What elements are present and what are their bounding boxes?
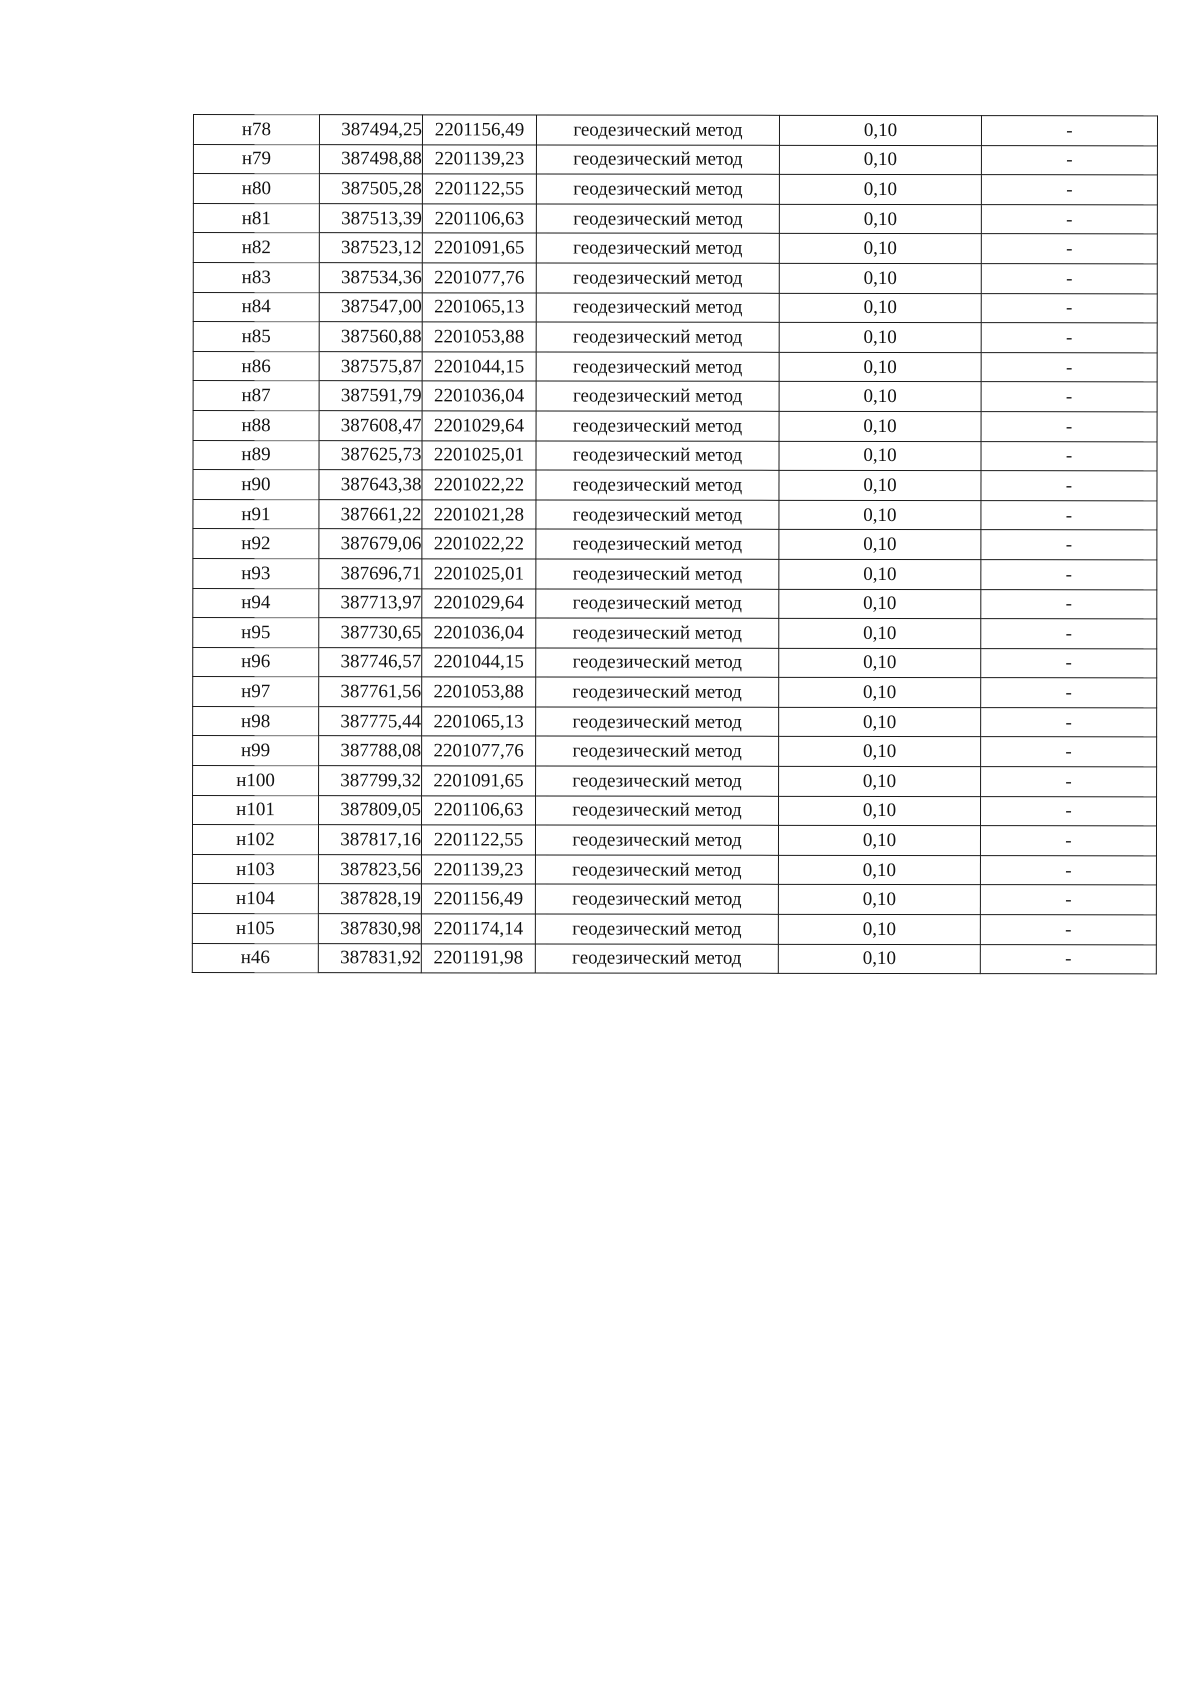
y-coordinate-cell: 2201156,49 xyxy=(422,115,536,145)
point-number-cell: н85 xyxy=(193,322,319,352)
note-cell: - xyxy=(981,352,1157,382)
method-cell: геодезический метод xyxy=(536,470,779,500)
note-cell: - xyxy=(980,826,1156,856)
note-cell: - xyxy=(981,264,1157,294)
accuracy-cell: 0,10 xyxy=(778,914,980,944)
point-number-cell: н94 xyxy=(193,588,319,618)
y-coordinate-cell: 2201077,76 xyxy=(422,263,536,293)
note-cell: - xyxy=(981,500,1157,530)
accuracy-cell: 0,10 xyxy=(779,589,981,619)
x-coordinate-cell: 387547,00 xyxy=(319,292,422,322)
y-coordinate-cell: 2201106,63 xyxy=(422,795,536,825)
table-row xyxy=(193,499,1157,530)
point-number-cell: н87 xyxy=(193,381,319,411)
accuracy-cell: 0,10 xyxy=(779,441,981,471)
table-row xyxy=(193,736,1157,767)
accuracy-cell: 0,10 xyxy=(779,382,981,412)
point-number-cell: н88 xyxy=(193,410,319,440)
note-cell: - xyxy=(981,204,1157,234)
accuracy-cell: 0,10 xyxy=(779,352,981,382)
point-number-cell: н93 xyxy=(193,558,319,588)
accuracy-cell: 0,10 xyxy=(779,470,981,500)
x-coordinate-cell: 387575,87 xyxy=(319,351,422,381)
point-number-cell: н102 xyxy=(192,825,318,855)
x-coordinate-cell: 387831,92 xyxy=(318,943,421,973)
x-coordinate-cell: 387498,88 xyxy=(319,144,422,174)
point-number-cell: н97 xyxy=(193,677,319,707)
method-cell: геодезический метод xyxy=(536,411,779,441)
table-row xyxy=(193,233,1157,264)
note-cell: - xyxy=(980,885,1156,915)
y-coordinate-cell: 2201106,63 xyxy=(422,204,536,234)
x-coordinate-cell: 387788,08 xyxy=(319,736,422,766)
accuracy-cell: 0,10 xyxy=(779,145,981,175)
x-coordinate-cell: 387591,79 xyxy=(319,381,422,411)
point-number-cell: н78 xyxy=(193,115,319,145)
accuracy-cell: 0,10 xyxy=(779,678,981,708)
table-row xyxy=(193,292,1157,323)
method-cell: геодезический метод xyxy=(536,322,779,352)
accuracy-cell: 0,10 xyxy=(779,411,981,441)
table-row xyxy=(193,440,1157,471)
table-row xyxy=(192,825,1156,856)
coordinates-table xyxy=(192,114,1158,975)
table-row xyxy=(193,618,1157,649)
point-number-cell: н83 xyxy=(193,262,319,292)
coordinates-table-body xyxy=(192,115,1157,975)
table-row xyxy=(193,470,1157,501)
note-cell: - xyxy=(981,293,1157,323)
x-coordinate-cell: 387775,44 xyxy=(319,707,422,737)
method-cell: геодезический метод xyxy=(536,500,779,530)
table-row xyxy=(193,144,1157,175)
point-number-cell: н91 xyxy=(193,499,319,529)
note-cell: - xyxy=(981,471,1157,501)
accuracy-cell: 0,10 xyxy=(779,618,981,648)
table-row xyxy=(193,351,1157,382)
point-number-cell: н99 xyxy=(193,736,319,766)
table-row xyxy=(192,914,1156,945)
x-coordinate-cell: 387828,19 xyxy=(318,884,421,914)
table-row xyxy=(193,529,1157,560)
x-coordinate-cell: 387679,06 xyxy=(319,529,422,559)
point-number-cell: н80 xyxy=(193,174,319,204)
point-number-cell: н46 xyxy=(192,943,318,973)
x-coordinate-cell: 387761,56 xyxy=(319,677,422,707)
point-number-cell: н103 xyxy=(192,854,318,884)
method-cell: геодезический метод xyxy=(536,648,779,678)
table-row xyxy=(193,410,1157,441)
y-coordinate-cell: 2201122,55 xyxy=(422,174,536,204)
method-cell: геодезический метод xyxy=(536,559,779,589)
y-coordinate-cell: 2201036,04 xyxy=(422,618,536,648)
accuracy-cell: 0,10 xyxy=(779,175,981,205)
accuracy-cell: 0,10 xyxy=(778,826,980,856)
table-row xyxy=(193,203,1157,234)
point-number-cell: н82 xyxy=(193,233,319,263)
accuracy-cell: 0,10 xyxy=(779,204,981,234)
note-cell: - xyxy=(980,915,1156,945)
method-cell: геодезический метод xyxy=(536,441,779,471)
method-cell: геодезический метод xyxy=(536,588,779,618)
y-coordinate-cell: 2201029,64 xyxy=(422,411,536,441)
accuracy-cell: 0,10 xyxy=(779,766,981,796)
x-coordinate-cell: 387534,36 xyxy=(319,263,422,293)
y-coordinate-cell: 2201029,64 xyxy=(422,588,536,618)
accuracy-cell: 0,10 xyxy=(779,559,981,589)
point-number-cell: н96 xyxy=(193,647,319,677)
y-coordinate-cell: 2201044,15 xyxy=(422,352,536,382)
method-cell: геодезический метод xyxy=(536,115,779,145)
accuracy-cell: 0,10 xyxy=(778,885,980,915)
point-number-cell: н95 xyxy=(193,618,319,648)
note-cell: - xyxy=(981,737,1157,767)
x-coordinate-cell: 387608,47 xyxy=(319,411,422,441)
point-number-cell: н101 xyxy=(193,795,319,825)
note-cell: - xyxy=(981,707,1157,737)
table-row xyxy=(193,174,1157,205)
table-row xyxy=(192,943,1156,974)
note-cell: - xyxy=(981,796,1157,826)
point-number-cell: н89 xyxy=(193,440,319,470)
method-cell: геодезический метод xyxy=(536,233,779,263)
accuracy-cell: 0,10 xyxy=(779,737,981,767)
x-coordinate-cell: 387696,71 xyxy=(319,559,422,589)
note-cell: - xyxy=(981,145,1157,175)
note-cell: - xyxy=(981,767,1157,797)
y-coordinate-cell: 2201156,49 xyxy=(421,884,535,914)
table-row xyxy=(193,558,1157,589)
note-cell: - xyxy=(981,619,1157,649)
point-number-cell: н105 xyxy=(192,914,318,944)
x-coordinate-cell: 387799,32 xyxy=(319,766,422,796)
x-coordinate-cell: 387809,05 xyxy=(319,795,422,825)
accuracy-cell: 0,10 xyxy=(779,707,981,737)
accuracy-cell: 0,10 xyxy=(779,796,981,826)
accuracy-cell: 0,10 xyxy=(779,234,981,264)
table-row xyxy=(192,854,1156,885)
accuracy-cell: 0,10 xyxy=(778,855,980,885)
table-row xyxy=(193,795,1157,826)
point-number-cell: н90 xyxy=(193,470,319,500)
y-coordinate-cell: 2201139,23 xyxy=(421,855,535,885)
y-coordinate-cell: 2201191,98 xyxy=(421,943,535,973)
x-coordinate-cell: 387523,12 xyxy=(319,233,422,263)
note-cell: - xyxy=(981,589,1157,619)
point-number-cell: н84 xyxy=(193,292,319,322)
note-cell: - xyxy=(980,944,1156,974)
point-number-cell: н98 xyxy=(193,706,319,736)
table-row xyxy=(193,766,1157,797)
accuracy-cell: 0,10 xyxy=(779,530,981,560)
method-cell: геодезический метод xyxy=(535,825,778,855)
method-cell: геодезический метод xyxy=(536,529,779,559)
y-coordinate-cell: 2201036,04 xyxy=(422,381,536,411)
method-cell: геодезический метод xyxy=(536,293,779,323)
note-cell: - xyxy=(981,323,1157,353)
point-number-cell: н79 xyxy=(193,144,319,174)
point-number-cell: н92 xyxy=(193,529,319,559)
note-cell: - xyxy=(981,530,1157,560)
y-coordinate-cell: 2201091,65 xyxy=(422,766,536,796)
method-cell: геодезический метод xyxy=(536,263,779,293)
method-cell: геодезический метод xyxy=(536,618,779,648)
y-coordinate-cell: 2201174,14 xyxy=(421,914,535,944)
y-coordinate-cell: 2201122,55 xyxy=(421,825,535,855)
method-cell: геодезический метод xyxy=(536,736,779,766)
note-cell: - xyxy=(981,116,1157,146)
y-coordinate-cell: 2201025,01 xyxy=(422,440,536,470)
point-number-cell: н100 xyxy=(193,766,319,796)
method-cell: геодезический метод xyxy=(536,352,779,382)
table-row xyxy=(193,677,1157,708)
y-coordinate-cell: 2201139,23 xyxy=(422,144,536,174)
note-cell: - xyxy=(981,648,1157,678)
method-cell: геодезический метод xyxy=(536,145,779,175)
y-coordinate-cell: 2201022,22 xyxy=(422,529,536,559)
table-row xyxy=(193,706,1157,737)
accuracy-cell: 0,10 xyxy=(779,500,981,530)
accuracy-cell: 0,10 xyxy=(778,944,980,974)
x-coordinate-cell: 387494,25 xyxy=(319,115,422,145)
x-coordinate-cell: 387823,56 xyxy=(318,855,421,885)
x-coordinate-cell: 387817,16 xyxy=(318,825,421,855)
x-coordinate-cell: 387505,28 xyxy=(319,174,422,204)
accuracy-cell: 0,10 xyxy=(779,115,981,145)
y-coordinate-cell: 2201025,01 xyxy=(422,559,536,589)
accuracy-cell: 0,10 xyxy=(779,293,981,323)
table-row xyxy=(193,381,1157,412)
method-cell: геодезический метод xyxy=(535,944,778,974)
x-coordinate-cell: 387830,98 xyxy=(318,914,421,944)
method-cell: геодезический метод xyxy=(536,707,779,737)
point-number-cell: н86 xyxy=(193,351,319,381)
table-row xyxy=(193,322,1157,353)
note-cell: - xyxy=(981,382,1157,412)
x-coordinate-cell: 387730,65 xyxy=(319,618,422,648)
method-cell: геодезический метод xyxy=(535,884,778,914)
x-coordinate-cell: 387643,38 xyxy=(319,470,422,500)
y-coordinate-cell: 2201053,88 xyxy=(422,677,536,707)
method-cell: геодезический метод xyxy=(536,174,779,204)
note-cell: - xyxy=(981,441,1157,471)
x-coordinate-cell: 387661,22 xyxy=(319,499,422,529)
point-number-cell: н104 xyxy=(192,884,318,914)
method-cell: геодезический метод xyxy=(536,204,779,234)
note-cell: - xyxy=(981,234,1157,264)
method-cell: геодезический метод xyxy=(536,796,779,826)
x-coordinate-cell: 387713,97 xyxy=(319,588,422,618)
table-row xyxy=(193,588,1157,619)
y-coordinate-cell: 2201044,15 xyxy=(422,648,536,678)
y-coordinate-cell: 2201065,13 xyxy=(422,292,536,322)
y-coordinate-cell: 2201022,22 xyxy=(422,470,536,500)
y-coordinate-cell: 2201091,65 xyxy=(422,233,536,263)
note-cell: - xyxy=(981,560,1157,590)
y-coordinate-cell: 2201077,76 xyxy=(422,736,536,766)
accuracy-cell: 0,10 xyxy=(779,648,981,678)
note-cell: - xyxy=(980,855,1156,885)
note-cell: - xyxy=(981,412,1157,442)
table-row xyxy=(192,884,1156,915)
table-row xyxy=(193,262,1157,293)
x-coordinate-cell: 387625,73 xyxy=(319,440,422,470)
note-cell: - xyxy=(981,175,1157,205)
y-coordinate-cell: 2201053,88 xyxy=(422,322,536,352)
method-cell: геодезический метод xyxy=(536,677,779,707)
method-cell: геодезический метод xyxy=(535,914,778,944)
accuracy-cell: 0,10 xyxy=(779,263,981,293)
note-cell: - xyxy=(981,678,1157,708)
accuracy-cell: 0,10 xyxy=(779,322,981,352)
point-number-cell: н81 xyxy=(193,203,319,233)
y-coordinate-cell: 2201021,28 xyxy=(422,500,536,530)
x-coordinate-cell: 387560,88 xyxy=(319,322,422,352)
method-cell: геодезический метод xyxy=(536,381,779,411)
method-cell: геодезический метод xyxy=(535,855,778,885)
x-coordinate-cell: 387513,39 xyxy=(319,203,422,233)
table-row xyxy=(193,115,1157,146)
y-coordinate-cell: 2201065,13 xyxy=(422,707,536,737)
method-cell: геодезический метод xyxy=(536,766,779,796)
table-row xyxy=(193,647,1157,678)
x-coordinate-cell: 387746,57 xyxy=(319,647,422,677)
